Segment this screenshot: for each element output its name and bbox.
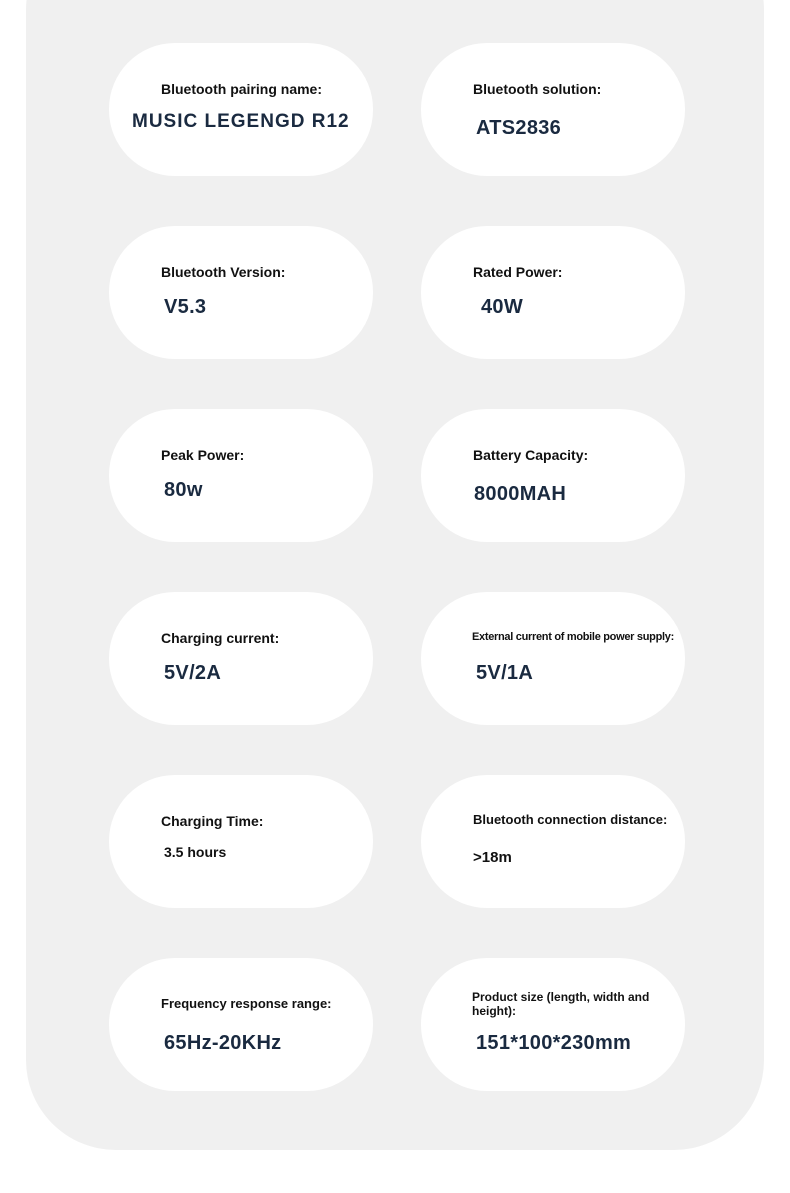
spec-value: V5.3 (164, 296, 207, 318)
spec-card-external-current (421, 592, 685, 725)
spec-card-charging-time (109, 775, 373, 908)
spec-card-frequency-response (109, 958, 373, 1091)
spec-card-bluetooth-solution (421, 43, 685, 176)
spec-label: Charging current: (161, 630, 280, 646)
spec-value: 151*100*230mm (476, 1032, 632, 1054)
spec-label: Bluetooth pairing name: (161, 81, 322, 97)
spec-label: Frequency response range: (161, 996, 332, 1011)
spec-value: ATS2836 (476, 117, 562, 139)
spec-value: 65Hz-20KHz (164, 1032, 282, 1054)
spec-value: 40W (481, 296, 524, 318)
spec-label: Charging Time: (161, 813, 264, 829)
spec-label: Rated Power: (473, 264, 563, 280)
spec-value: 5V/1A (476, 662, 534, 684)
spec-card-peak-power (109, 409, 373, 542)
spec-value: 5V/2A (164, 662, 222, 684)
spec-value: 8000MAH (474, 483, 567, 505)
spec-label: External current of mobile power supply: (472, 631, 674, 643)
spec-value: >18m (473, 849, 512, 866)
spec-value: MUSIC LEGENGD R12 (132, 111, 350, 132)
spec-card-charging-current (109, 592, 373, 725)
spec-card-product-size (421, 958, 685, 1091)
spec-value: 80w (164, 479, 203, 501)
spec-label: Bluetooth connection distance: (473, 812, 668, 827)
spec-card-bluetooth-pairing-name (109, 43, 373, 176)
spec-card-rated-power (421, 226, 685, 359)
spec-label: Bluetooth Version: (161, 264, 286, 280)
spec-label: Peak Power: (161, 447, 245, 463)
spec-label: Product size (length, width and height): (472, 990, 650, 1018)
spec-card-battery-capacity (421, 409, 685, 542)
spec-card-connection-distance (421, 775, 685, 908)
spec-card-bluetooth-version (109, 226, 373, 359)
spec-value: 3.5 hours (164, 844, 227, 860)
spec-label: Bluetooth solution: (473, 81, 602, 97)
spec-label: Battery Capacity: (473, 447, 589, 463)
